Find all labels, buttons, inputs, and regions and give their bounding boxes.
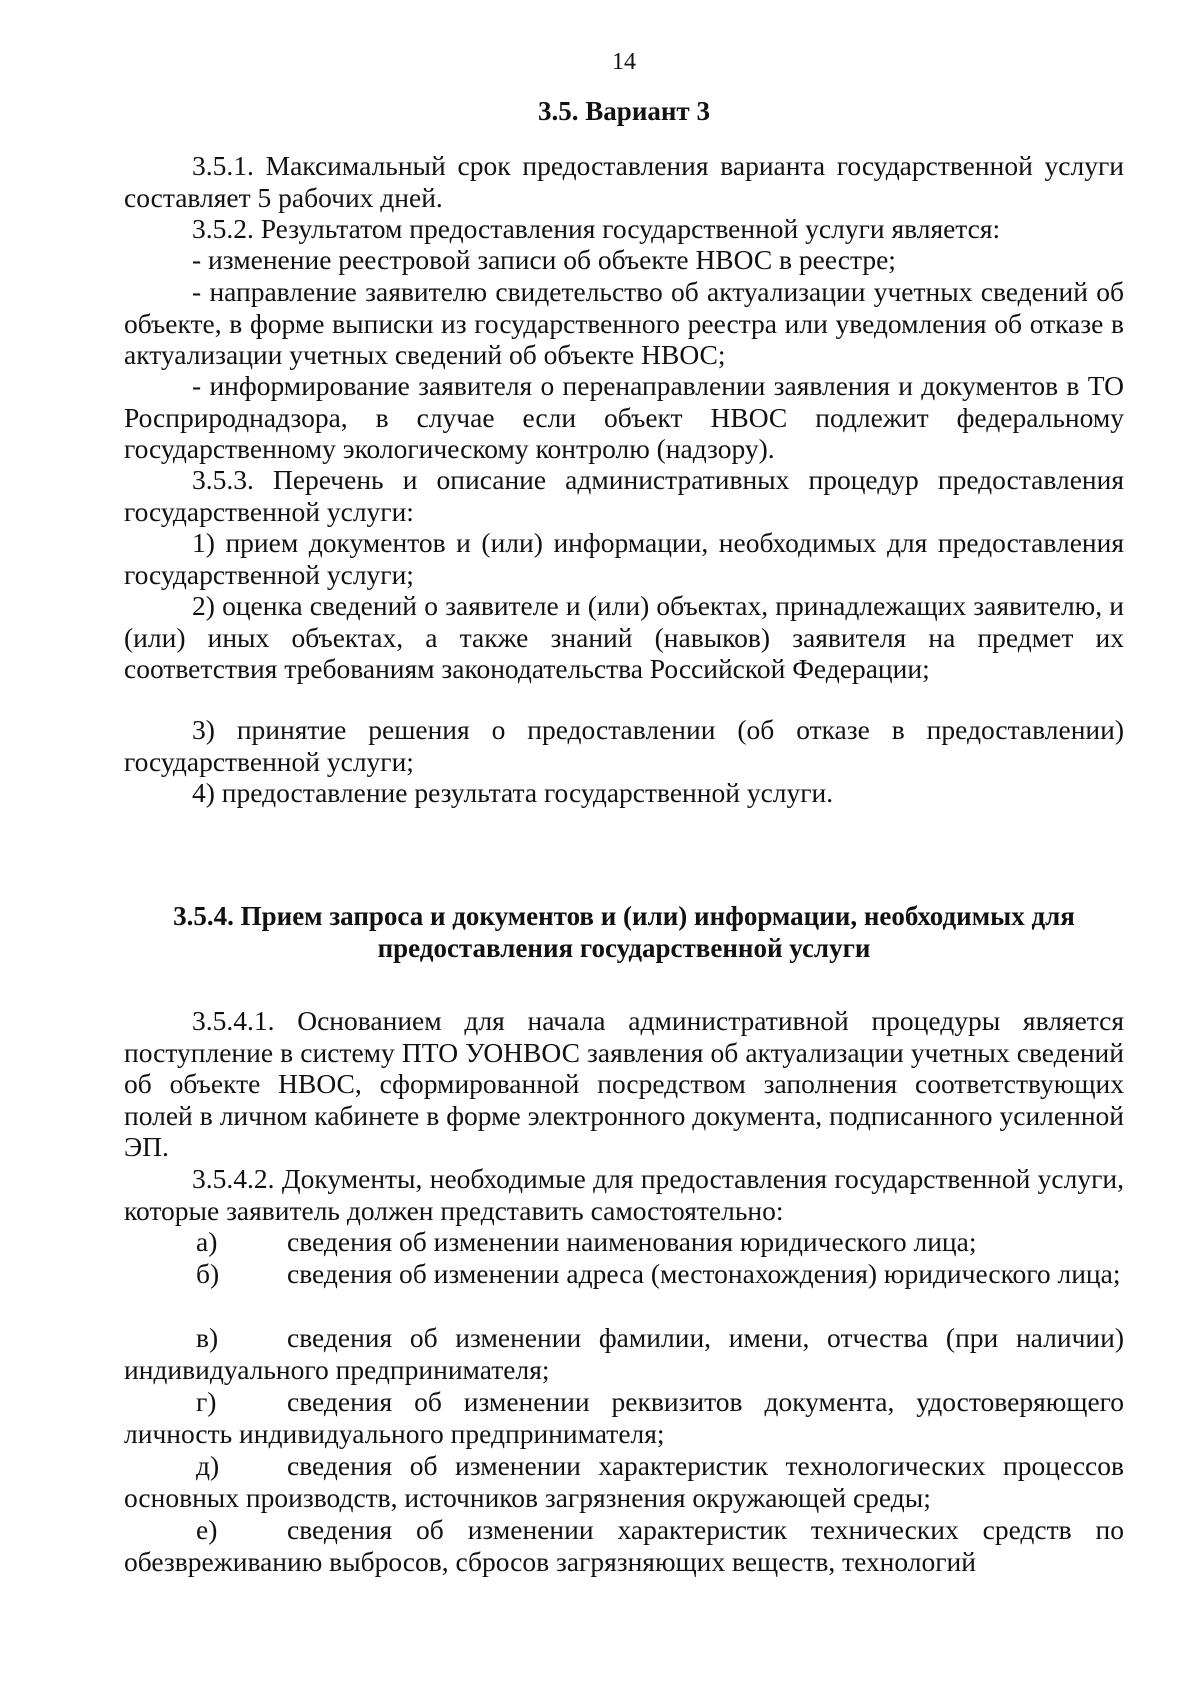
paragraph-3-5-1: 3.5.1. Максимальный срок предоставления варианта государственной услуги составляет 5 рабочих дней. <box>124 150 1124 213</box>
procedure-item-1: 1) прием документов и (или) информации, необходимых для предоставления государственной услуги; <box>124 527 1124 590</box>
list-item-text: сведения об изменении адреса (местонахождения) юридического лица; <box>287 1258 1121 1289</box>
list-item-a <box>124 1226 1124 1258</box>
paragraph-3-5-3: 3.5.3. Перечень и описание административных процедур предоставления государственной услуги: <box>124 464 1124 527</box>
list-item-v <box>124 1322 1124 1385</box>
procedure-item-2: 2) оценка сведений о заявителе и (или) объектах, принадлежащих заявителю, и (или) иных объектах, а также знаний (навыков) заявителя на предмет их соответствия требованиям законодательства Российской Федерации; <box>124 590 1124 684</box>
list-item-e <box>124 1514 1124 1577</box>
result-item-3: - информирование заявителя о перенаправлении заявления и документов в ТО Росприроднадзора, в случае если объект НВОС подлежит федеральному государственному экологическому контролю (надзору). <box>124 370 1124 464</box>
page-number: 14 <box>612 49 636 75</box>
list-item-text: сведения об изменении реквизитов документа, удостоверяющего личность индивидуального предпринимателя; <box>124 1386 1124 1449</box>
list-marker: в) <box>196 1322 219 1353</box>
result-item-2: - направление заявителю свидетельство об актуализации учетных сведений об объекте, в форме выписки из государственного реестра или уведомления об отказе в актуализации учетных сведений об объекте НВОС; <box>124 276 1124 370</box>
list-marker: а) <box>196 1226 218 1257</box>
list-marker: д) <box>196 1450 220 1481</box>
list-item-b <box>124 1258 1124 1290</box>
result-item-1: - изменение реестровой записи об объекте НВОС в реестре; <box>192 244 896 275</box>
paragraph-3-5-2: 3.5.2. Результатом предоставления государственной услуги является: <box>192 213 1001 244</box>
list-marker: б) <box>196 1258 220 1289</box>
list-item-text: сведения об изменении характеристик технологических процессов основных производств, источников загрязнения окружающей среды; <box>124 1450 1124 1513</box>
paragraph-3-5-4-1: 3.5.4.1. Основанием для начала административной процедуры является поступление в систему ПТО УОНВОС заявления об актуализации учетных сведений об объекте НВОС, сформированной посредством заполнения соответствующих полей в личном кабинете в форме электронного документа, подписанного усиленной ЭП. <box>124 1005 1124 1162</box>
procedure-item-4: 4) предоставление результата государственной услуги. <box>192 777 834 808</box>
list-item-text: сведения об изменении фамилии, имени, отчества (при наличии) индивидуального предпринимателя; <box>124 1322 1124 1385</box>
list-item-d <box>124 1450 1124 1513</box>
section-title: 3.5. Вариант 3 <box>538 96 710 126</box>
list-marker: г) <box>196 1386 217 1417</box>
paragraph-3-5-4-2: 3.5.4.2. Документы, необходимые для предоставления государственной услуги, которые заявитель должен представить самостоятельно: <box>124 1163 1124 1226</box>
list-marker: е) <box>196 1514 218 1545</box>
procedure-item-3: 3) принятие решения о предоставлении (об отказе в предоставлении) государственной услуги; <box>124 714 1124 777</box>
list-item-text: сведения об изменении характеристик технических средств по обезвреживанию выбросов, сбросов загрязняющих веществ, технологий <box>124 1514 1124 1577</box>
list-item-text: сведения об изменении наименования юридического лица; <box>287 1226 977 1257</box>
list-item-g <box>124 1386 1124 1449</box>
subsection-title: 3.5.4. Прием запроса и документов и (или) информации, необходимых для предоставления государственной услуги <box>173 901 1075 963</box>
